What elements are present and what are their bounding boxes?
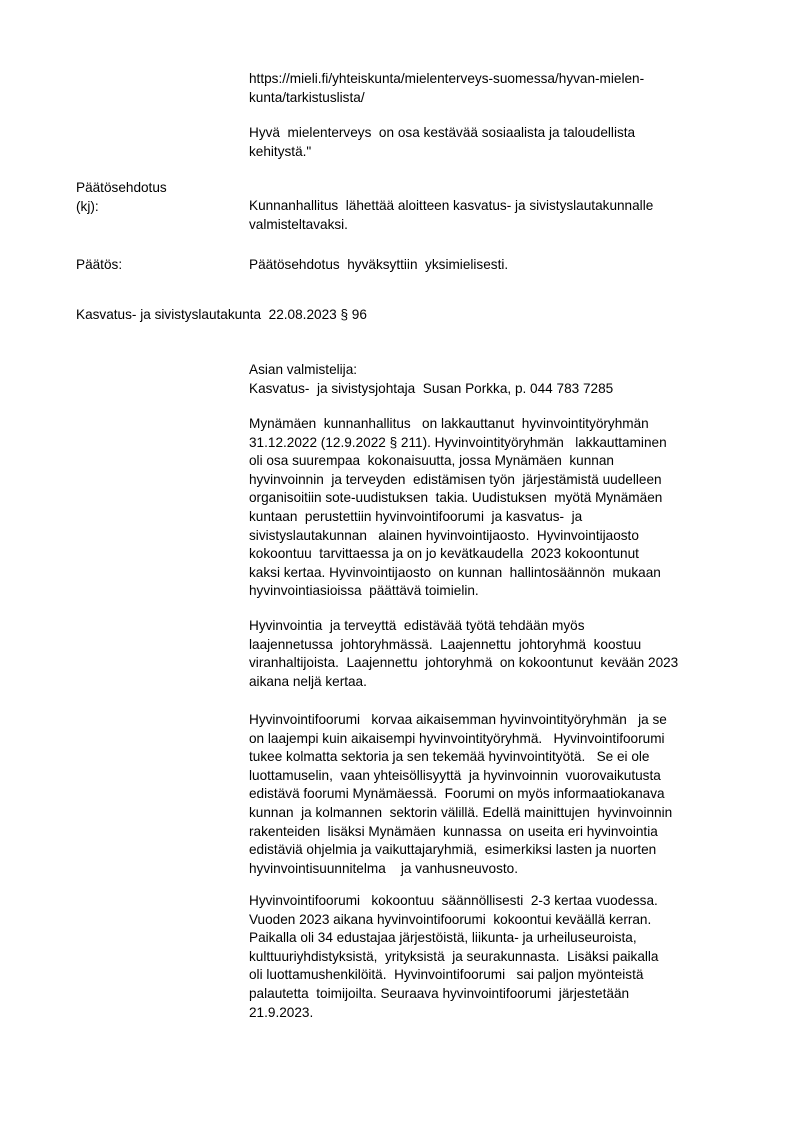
url-line: kunta/tarkistuslista/ xyxy=(249,89,365,105)
paragraph-line: rakenteiden lisäksi Mynämäen kunnassa on useita eri hyvinvointia xyxy=(249,823,658,839)
paragraph-line: palautetta toimijoilta. Seuraava hyvinvointifoorumi järjestetään xyxy=(249,985,630,1001)
proposal-text xyxy=(249,197,653,234)
paragraph-line: sivistyslautakunnan alainen hyvinvointijaosto. Hyvinvointijaosto xyxy=(249,527,639,543)
paragraph-2 xyxy=(249,617,678,691)
paragraph-line: kokoontuu tarvittaessa ja on jo kevätkaudella 2023 kokoontunut xyxy=(249,546,639,562)
quote-line: kehitystä." xyxy=(249,143,312,159)
paragraph-line: oli osa suurempaa kokonaisuutta, jossa Mynämäen kunnan xyxy=(249,453,614,469)
paragraph-line: on laajempi kuin aikaisempi hyvinvointityöryhmä. Hyvinvointifoorumi xyxy=(249,730,665,746)
paragraph-1 xyxy=(249,415,667,601)
quote-line: Hyvä mielenterveys on osa kestävää sosiaalista ja taloudellista xyxy=(249,125,636,140)
decision-text: Päätösehdotus hyväksyttiin yksimielisesti. xyxy=(249,257,509,272)
paragraph-line: Paikalla oli 34 edustajaa järjestöistä, liikunta- ja urheiluseuroista, xyxy=(249,930,637,946)
paragraph-line: kaksi kertaa. Hyvinvointijaosto on kunnan hallintosäännön mukaan xyxy=(249,564,661,580)
paragraph-line: hyvinvointiasioissa päättävä toimielin. xyxy=(249,583,479,599)
paragraph-line: kunnan ja kolmannen sektorin välillä. Edellä mainittujen hyvinvoinnin xyxy=(249,804,673,820)
proposal-label-line2: (kj): xyxy=(76,199,99,214)
paragraph-line: tukee kolmatta sektoria ja sen tekemää hyvinvointityötä. Se ei ole xyxy=(249,749,650,765)
paragraph-line: Hyvinvointifoorumi korvaa aikaisemman hyvinvointityöryhmän ja se xyxy=(249,712,667,727)
proposal-line: Kunnanhallitus lähettää aloitteen kasvatus- ja sivistyslautakunnalle xyxy=(249,198,654,213)
paragraph-line: hyvinvointisuunnitelma ja vanhusneuvosto. xyxy=(249,860,519,876)
decision-label: Päätös: xyxy=(76,257,123,272)
paragraph-line: edistäviä ohjelmia ja vaikuttajaryhmiä, esimerkiksi lasten ja nuorten xyxy=(249,842,657,858)
section-heading: Kasvatus- ja sivistyslautakunta 22.08.2023 § 96 xyxy=(76,307,367,322)
preparer-value: Kasvatus- ja sivistysjohtaja Susan Porkka, p. 044 783 7285 xyxy=(249,380,614,396)
paragraph-line: edistävä foorumi Mynämäessä. Foorumi on myös informaatiokanava xyxy=(249,786,665,802)
proposal-line: valmisteltavaksi. xyxy=(249,216,348,232)
paragraph-line: kulttuuriyhdistyksistä, yrityksistä ja seurakunnasta. Lisäksi paikalla xyxy=(249,948,659,964)
paragraph-line: oli luottamushenkilöitä. Hyvinvointifoorumi sai paljon myönteistä xyxy=(249,967,644,983)
paragraph-line: luottamuselin, vaan yhteisöllisyyttä ja hyvinvoinnin vuorovaikutusta xyxy=(249,767,661,783)
preparer xyxy=(249,361,613,398)
url-line: https://mieli.fi/yhteiskunta/mielenterveys-suomessa/hyvan-mielen- xyxy=(249,71,645,86)
paragraph-line: hyvinvoinnin ja terveyden edistämisen työn järjestämistä uudelleen xyxy=(249,471,662,487)
paragraph-line: laajennetussa johtoryhmässä. Laajennettu johtoryhmä koostuu xyxy=(249,636,642,652)
paragraph-line: organisoitiin sote-uudistuksen takia. Uudistuksen myötä Mynämäen xyxy=(249,490,663,506)
paragraph-line: kuntaan perustettiin hyvinvointifoorumi ja kasvatus- ja xyxy=(249,508,583,524)
paragraph-line: Hyvinvointia ja terveyttä edistävää työtä tehdään myös xyxy=(249,618,585,633)
proposal-label-line1: Päätösehdotus xyxy=(76,180,167,195)
quote-text xyxy=(249,124,635,161)
paragraph-4 xyxy=(249,892,659,1022)
paragraph-line: Vuoden 2023 aikana hyvinvointifoorumi kokoontui keväällä kerran. xyxy=(249,911,652,927)
paragraph-line: Mynämäen kunnanhallitus on lakkauttanut hyvinvointityöryhmän xyxy=(249,416,649,431)
paragraph-3 xyxy=(249,711,672,878)
reference-url xyxy=(249,70,644,107)
paragraph-line: Hyvinvointifoorumi kokoontuu säännöllisesti 2-3 kertaa vuodessa. xyxy=(249,893,658,908)
preparer-label: Asian valmistelija: xyxy=(249,362,358,377)
paragraph-line: viranhaltijoista. Laajennettu johtoryhmä on kokoontunut kevään 2023 xyxy=(249,655,679,671)
paragraph-line: 31.12.2022 (12.9.2022 § 211). Hyvinvointityöryhmän lakkauttaminen xyxy=(249,434,667,450)
paragraph-line: aikana neljä kertaa. xyxy=(249,673,367,689)
paragraph-line: 21.9.2023. xyxy=(249,1004,314,1020)
